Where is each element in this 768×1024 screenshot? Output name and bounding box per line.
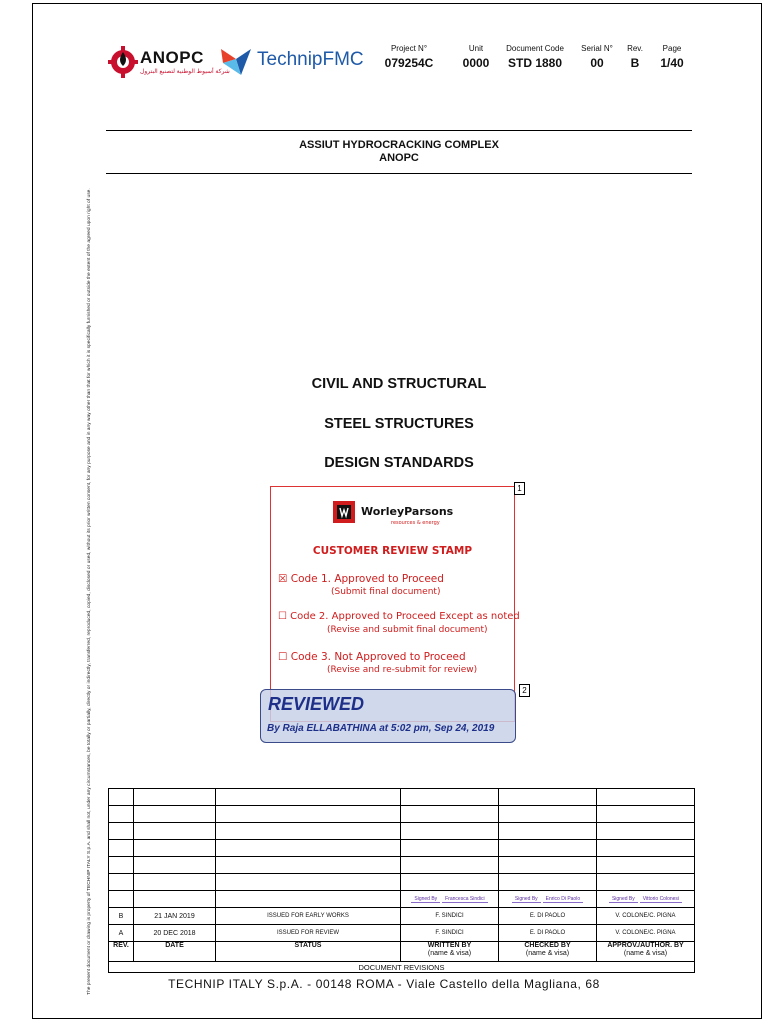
written-cell: F. SINDICI (401, 925, 499, 942)
table-cell (216, 857, 401, 874)
table-header-row (109, 942, 695, 962)
table-cell (109, 823, 134, 840)
status-cell: ISSUED FOR EARLY WORKS (216, 908, 401, 925)
col-header-status: STATUS (216, 942, 401, 962)
stamp-heading: CUSTOMER REVIEW STAMP (312, 545, 473, 557)
worleyparsons-logo (333, 501, 463, 537)
table-cell (401, 857, 499, 874)
table-cell (597, 789, 695, 806)
table-cell (597, 806, 695, 823)
header-label-project: Project N° (390, 44, 428, 53)
revision-table (108, 788, 695, 973)
table-row (109, 857, 695, 874)
table-cell (134, 891, 216, 908)
header-value-rev: B (630, 56, 640, 70)
stamp-code-1-note: (Submit final document) (331, 587, 441, 597)
header-label-rev: Rev. (627, 44, 643, 53)
technipfmc-emblem-icon (219, 45, 253, 79)
anopc-logo (108, 44, 230, 84)
project-bottom-rule (106, 173, 692, 174)
stamp-code-3-note: (Revise and re-submit for review) (327, 665, 478, 675)
table-row (109, 840, 695, 857)
confidentiality-notice: The present document or drawing is property of TECHNIP ITALY S.p.A. and shall not, under any circumstances, be totally or partially, directly or indirectly, transferred, reproduced, copied, disclosed or used, without its prior written consent, for any purpose and in any way other than that for which it is specifically furnished or outside the extent of the agreed upon right of use. (87, 188, 92, 995)
table-cell (134, 840, 216, 857)
title-line-2: STEEL STRUCTURES (324, 416, 474, 432)
col-header-checked (499, 942, 597, 962)
header-value-serial: 00 (590, 56, 604, 70)
table-cell (401, 840, 499, 857)
table-cell (134, 823, 216, 840)
stamp-code-2: ☐ Code 2. Approved to Proceed Except as noted (278, 611, 520, 622)
table-cell (216, 840, 401, 857)
table-cell (401, 789, 499, 806)
worleyparsons-emblem-icon (333, 501, 355, 523)
table-cell (109, 789, 134, 806)
signer-name: Francesca Sindici (442, 896, 487, 903)
header-label-page: Page (662, 44, 682, 53)
table-cell (216, 891, 401, 908)
rev-cell: A (109, 925, 134, 942)
header-value-project: 079254C (384, 56, 434, 70)
worleyparsons-tagline: resources & energy (391, 520, 440, 526)
technipfmc-logo-text: TechnipFMC (257, 49, 364, 70)
table-row (109, 925, 695, 942)
stamp-code-3: ☐ Code 3. Not Approved to Proceed (278, 651, 466, 663)
table-cell (597, 857, 695, 874)
table-cell (109, 840, 134, 857)
date-cell: 20 DEC 2018 (134, 925, 216, 942)
written-by-sub: (name & visa) (427, 950, 472, 957)
table-cell (597, 874, 695, 891)
table-cell (499, 806, 597, 823)
annotation-callout-1[interactable]: 1 (514, 482, 525, 495)
table-cell (597, 823, 695, 840)
stamp-code-2-note: (Revise and submit final document) (327, 625, 488, 635)
signed-by-label: Signed By (609, 896, 638, 903)
table-cell (216, 806, 401, 823)
checked-by-label: CHECKED BY (524, 942, 571, 949)
project-client: ANOPC (379, 152, 419, 164)
worleyparsons-name: WorleyParsons (361, 505, 454, 518)
header-value-unit: 0000 (462, 56, 490, 70)
table-cell (216, 823, 401, 840)
signed-by-label: Signed By (411, 896, 440, 903)
caption-row (109, 962, 695, 973)
signature-approved[interactable] (597, 891, 695, 908)
table-row (109, 823, 695, 840)
annotation-callout-2[interactable]: 2 (519, 684, 530, 697)
table-cell (109, 874, 134, 891)
approved-cell: V. COLONE/C. PIGNA (597, 908, 695, 925)
table-cell (109, 806, 134, 823)
signature-checked[interactable] (499, 891, 597, 908)
title-line-1: CIVIL AND STRUCTURAL (311, 376, 487, 392)
top-rule (106, 130, 692, 131)
anopc-logo-subtext: شركة أسيوط الوطنية لتصنيع البترول (140, 69, 230, 75)
title-line-3: DESIGN STANDARDS (324, 455, 474, 471)
col-header-rev: REV. (109, 942, 134, 962)
table-cell (499, 857, 597, 874)
header-value-page: 1/40 (660, 56, 684, 70)
table-cell (216, 789, 401, 806)
reviewed-by: By Raja ELLABATHINA at 5:02 pm, Sep 24, 2019 (267, 723, 495, 734)
table-cell (401, 806, 499, 823)
checked-cell: E. DI PAOLO (499, 925, 597, 942)
approved-by-label: APPROV./AUTHOR. BY (607, 942, 684, 949)
signature-written[interactable] (401, 891, 499, 908)
table-cell (401, 823, 499, 840)
signed-by-label: Signed By (512, 896, 541, 903)
checked-by-sub: (name & visa) (525, 950, 570, 957)
header-label-doc-code: Document Code (506, 44, 564, 53)
date-cell: 21 JAN 2019 (134, 908, 216, 925)
status-cell: ISSUED FOR REVIEW (216, 925, 401, 942)
table-row (109, 789, 695, 806)
table-cell (109, 857, 134, 874)
signature-row (109, 891, 695, 908)
col-header-approved (597, 942, 695, 962)
approved-cell: V. COLONE/C. PIGNA (597, 925, 695, 942)
table-cell (134, 857, 216, 874)
written-by-label: WRITTEN BY (427, 942, 472, 949)
stamp-code-1: ☒ Code 1. Approved to Proceed (278, 573, 444, 585)
table-row (109, 806, 695, 823)
table-row (109, 874, 695, 891)
signer-name: Enrico Di Paolo (543, 896, 583, 903)
reviewed-title: REVIEWED (268, 694, 365, 714)
table-cell (401, 874, 499, 891)
anopc-emblem-icon (108, 46, 138, 78)
signer-name: Vittorio Colonesi (640, 896, 682, 903)
project-name: ASSIUT HYDROCRACKING COMPLEX (299, 139, 499, 151)
table-cell (597, 840, 695, 857)
header-value-doc-code: STD 1880 (507, 56, 563, 70)
col-header-written (401, 942, 499, 962)
table-cell (499, 840, 597, 857)
checked-cell: E. DI PAOLO (499, 908, 597, 925)
table-cell (499, 874, 597, 891)
technipfmc-logo (219, 45, 379, 81)
customer-review-stamp (270, 486, 520, 722)
footer-address: TECHNIP ITALY S.p.A. - 00148 ROMA - Viale Castello della Magliana, 68 (168, 977, 600, 991)
table-cell (499, 789, 597, 806)
table-cell (134, 874, 216, 891)
table-cell (134, 789, 216, 806)
table-cell (109, 891, 134, 908)
anopc-logo-text: ANOPC (140, 48, 204, 67)
table-cell (216, 874, 401, 891)
header-label-unit: Unit (468, 44, 484, 53)
table-caption: DOCUMENT REVISIONS (109, 962, 695, 973)
written-cell: F. SINDICI (401, 908, 499, 925)
header-label-serial: Serial N° (581, 44, 613, 53)
rev-cell: B (109, 908, 134, 925)
col-header-date: DATE (134, 942, 216, 962)
table-row (109, 908, 695, 925)
table-cell (499, 823, 597, 840)
reviewed-stamp[interactable] (260, 689, 516, 743)
approved-by-sub: (name & visa) (623, 950, 668, 957)
table-cell (134, 806, 216, 823)
